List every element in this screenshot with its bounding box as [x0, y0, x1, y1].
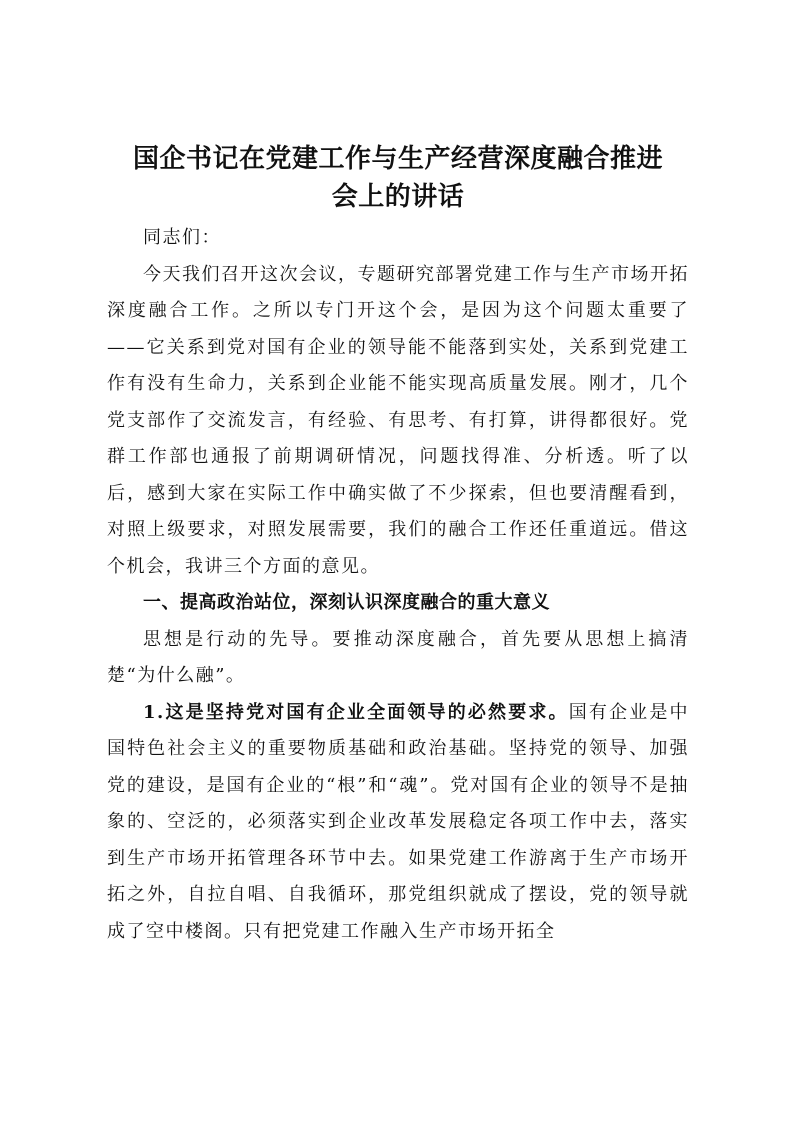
title-line-2: 会上的讲话	[331, 182, 465, 212]
point-1-paragraph	[107, 695, 689, 951]
point-1-lead: 1.这是坚持党对国有企业全面领导的必然要求。	[143, 701, 569, 723]
point-1-body: 国有企业是中国特色社会主义的重要物质基础和政治基础。坚持党的领导、加强党的建设，是国有企业的“根”和“魂”。党对国有企业的领导不是抽象的、空泛的，必须落实到企业改革发展稳定各项工作中去，落实到生产市场开拓管理各环节中去。如果党建工作游离于生产市场开拓之外，自拉自唱、自我循环，那党组织就成了摆设，党的领导就成了空中楼阁。只有把党建工作融入生产市场开拓全	[107, 701, 689, 942]
section-1-heading: 一、提高政治站位，深刻认识深度融合的重大意义	[143, 592, 550, 613]
section-1-intro-paragraph: 思想是行动的先导。要推动深度融合，首先要从思想上搞清楚“为什么融”。	[107, 628, 689, 686]
document-title	[107, 140, 689, 216]
intro-paragraph: 今天我们召开这次会议，专题研究部署党建工作与生产市场开拓深度融合工作。之所以专门开这个会，是因为这个问题太重要了——它关系到党对国有企业的领导能不能落到实处，关系到党建工作有没有生命力，关系到企业能不能实现高质量发展。刚才，几个党支部作了交流发言，有经验、有思考、有打算，讲得都很好。党群工作部也通报了前期调研情况，问题找得准、分析透。听了以后，感到大家在实际工作中确实做了不少探索，但也要清醒看到，对照上级要求，对照发展需要，我们的融合工作还任重道远。借这个机会，我讲三个方面的意见。	[107, 263, 689, 577]
greeting: 同志们：	[143, 227, 221, 248]
document-page	[107, 140, 689, 950]
title-line-1: 国企书记在党建工作与生产经营深度融合推进	[132, 144, 663, 174]
